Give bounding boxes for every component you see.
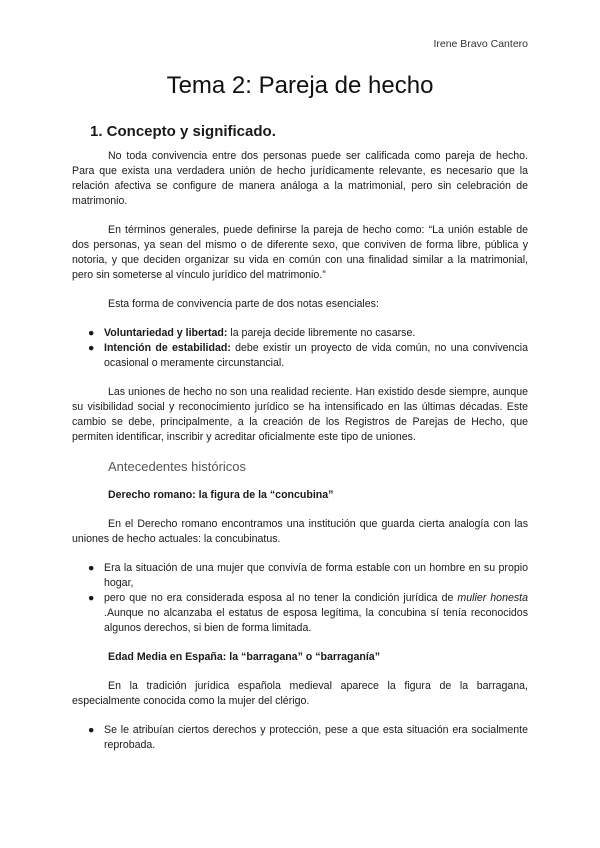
section-heading: 1. Concepto y significado.: [90, 123, 276, 140]
bullet-list: [72, 561, 528, 636]
bullet-icon: ●: [88, 342, 95, 354]
list-text: la pareja decide libremente no casarse.: [227, 327, 416, 339]
list-item: [88, 723, 528, 753]
list-text: .Aunque no alcanzaba el estatus de esposa legítima, la concubina sí tenía reconocidos algunos derechos, si bien de forma limitada.: [104, 607, 528, 634]
list-item: [88, 591, 528, 636]
bullet-icon: ●: [88, 562, 95, 574]
bold-lead: Intención de estabilidad:: [104, 342, 231, 354]
italic-term: mulier honesta: [457, 592, 528, 604]
document-title: Tema 2: Pareja de hecho: [166, 72, 434, 99]
paragraph: Esta forma de convivencia parte de dos notas esenciales:: [108, 298, 379, 310]
list-item: [88, 341, 528, 371]
list-item: [88, 561, 528, 591]
list-text: Se le atribuían ciertos derechos y protección, pese a que esta situación era socialmente reprobada.: [104, 724, 528, 751]
paragraph: Las uniones de hecho no son una realidad reciente. Han existido desde siempre, aunque su visibilidad social y reconocimiento jurídico se ha intensificado en las últimas décadas. Este cambio se debe, principalmente, a la creación de los Registros de Parejas de Hecho, que permiten identificar, inscribir y acreditar oficialmente este tipo de uniones.: [72, 386, 528, 443]
subsection-heading: Antecedentes históricos: [108, 459, 247, 474]
bullet-list: [72, 723, 528, 753]
author-name: Irene Bravo Cantero: [433, 38, 528, 50]
paragraph: En términos generales, puede definirse la pareja de hecho como: “La unión estable de dos personas, ya sean del mismo o de diferente sexo, que conviven de forma libre, pública y notoria, y que deciden organizar su vida en común con una finalidad similar a la matrimonial, pero sin someterse al vínculo jurídico del matrimonio.”: [72, 224, 528, 281]
topic-heading: Edad Media en España: la “barragana” o “barraganía”: [108, 651, 380, 663]
list-text: pero que no era considerada esposa al no tener la condición jurídica de: [104, 592, 458, 604]
document-body: [72, 120, 528, 767]
list-text: Era la situación de una mujer que convivía de forma estable con un hombre en su propio hogar,: [104, 562, 528, 589]
list-item: [88, 326, 528, 341]
bold-lead: Voluntariedad y libertad:: [104, 327, 228, 339]
bullet-list: [72, 326, 528, 371]
paragraph: No toda convivencia entre dos personas puede ser calificada como pareja de hecho. Para que exista una verdadera unión de hecho jurídicamente relevante, es necesario que la relación afectiva se configure de manera análoga a la matrimonial, pero sin celebración de matrimonio.: [72, 150, 528, 207]
paragraph: En el Derecho romano encontramos una institución que guarda cierta analogía con las uniones de hecho actuales: la concubinatus.: [72, 518, 528, 545]
paragraph: En la tradición jurídica española medieval aparece la figura de la barragana, especialmente conocida como la mujer del clérigo.: [72, 680, 528, 707]
topic-heading: Derecho romano: la figura de la “concubina”: [108, 489, 334, 501]
list-text: debe existir un proyecto de vida común, no una convivencia ocasional o meramente circunstancial.: [104, 342, 528, 369]
bullet-icon: ●: [88, 724, 95, 736]
bullet-icon: ●: [88, 327, 95, 339]
bullet-icon: ●: [88, 592, 95, 604]
